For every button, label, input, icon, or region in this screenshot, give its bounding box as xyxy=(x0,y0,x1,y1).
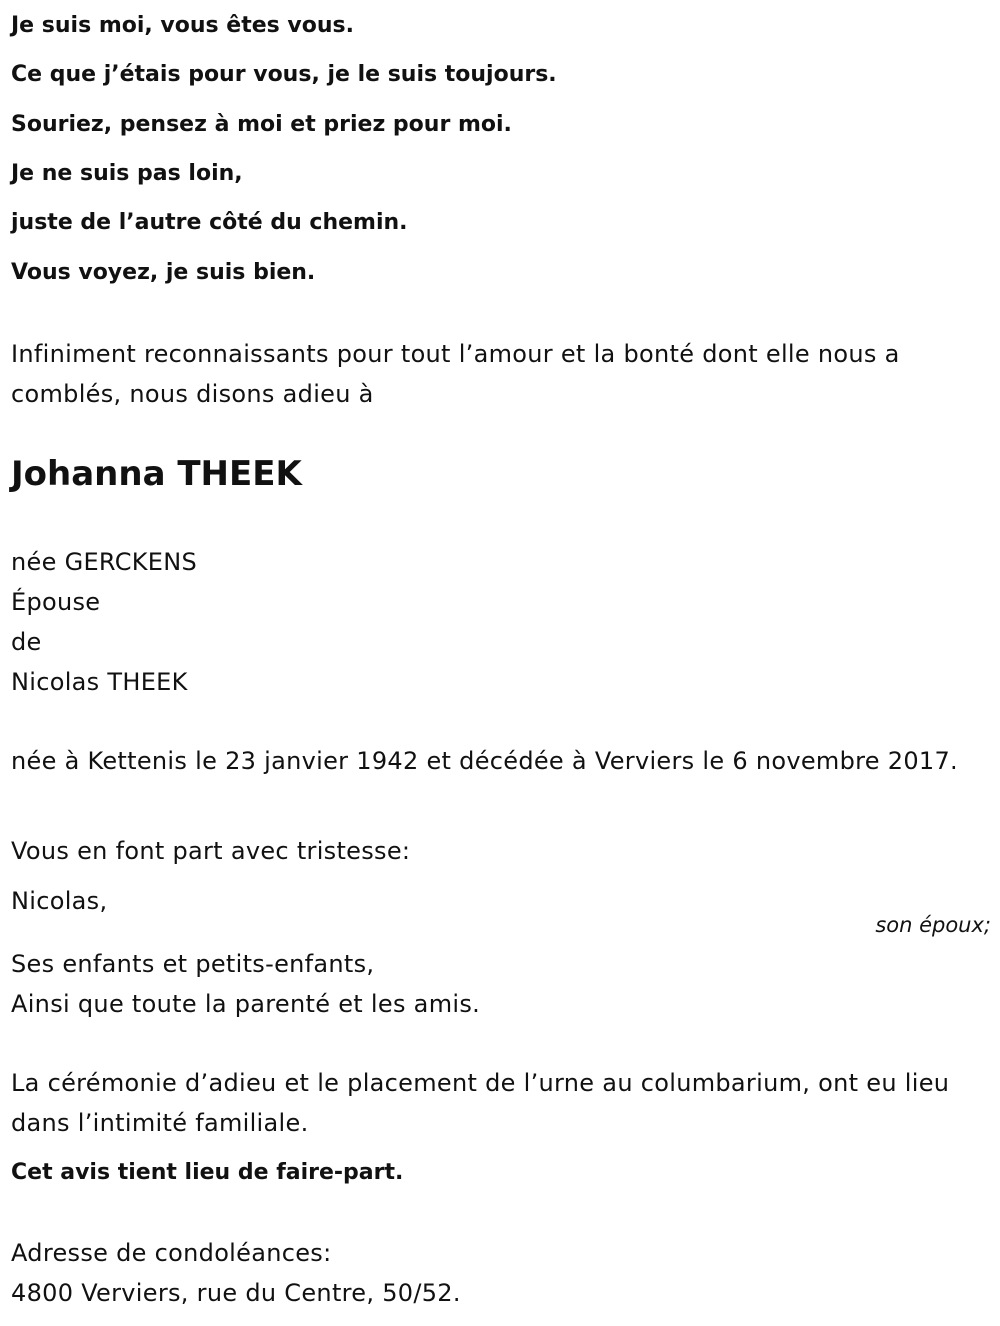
deceased-name: Johanna THEEK xyxy=(11,454,302,494)
faire-part-notice: Cet avis tient lieu de faire-part. xyxy=(11,1160,404,1185)
family-spouse-name: Nicolas, xyxy=(11,887,108,915)
maiden-name: née GERCKENS xyxy=(11,548,198,576)
birth-death-info: née à Kettenis le 23 janvier 1942 et décédée à Verviers le 6 novembre 2017. xyxy=(11,747,958,775)
poem-line: juste de l’autre côté du chemin. xyxy=(11,210,408,235)
condolences-label: Adresse de condoléances: xyxy=(11,1239,332,1267)
spouse-name: Nicolas THEEK xyxy=(11,668,188,696)
poem-line: Vous voyez, je suis bien. xyxy=(11,260,316,285)
announcement: Vous en font part avec tristesse: xyxy=(11,837,411,865)
poem-line: Souriez, pensez à moi et priez pour moi. xyxy=(11,112,512,137)
family-member: Ses enfants et petits-enfants, xyxy=(11,950,375,978)
poem-line: Je ne suis pas loin, xyxy=(11,161,243,186)
intro-paragraph: Infiniment reconnaissants pour tout l’amour et la bonté dont elle nous a comblés, nous disons adieu à xyxy=(11,340,900,408)
poem-line: Je suis moi, vous êtes vous. xyxy=(11,13,354,38)
family-member: Ainsi que toute la parenté et les amis. xyxy=(11,990,481,1018)
poem-line: Ce que j’étais pour vous, je le suis toujours. xyxy=(11,62,557,87)
spouse-label: Épouse xyxy=(11,588,101,616)
spouse-preposition: de xyxy=(11,628,42,656)
ceremony-paragraph: La cérémonie d’adieu et le placement de l’urne au columbarium, ont eu lieu dans l’intimité familiale. xyxy=(11,1069,950,1137)
condolences-address: 4800 Verviers, rue du Centre, 50/52. xyxy=(11,1279,461,1307)
family-spouse-role: son époux; xyxy=(875,913,991,937)
